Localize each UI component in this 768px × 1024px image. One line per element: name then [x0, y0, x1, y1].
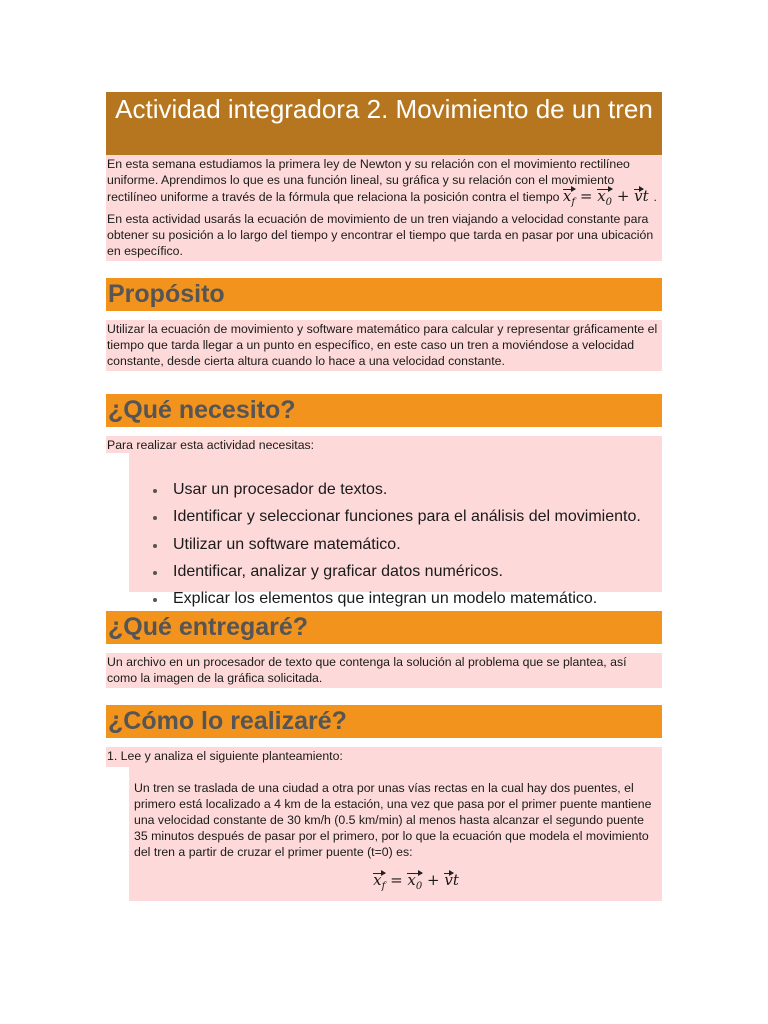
needs-list [129, 482, 662, 618]
position-formula-inline: $x_f = x_0$ + vt [563, 187, 654, 205]
motion-equation: $x_f = x_0$ + vt [174, 872, 658, 895]
intro-text-after: . En esta actividad usarás la ecuación de movimiento de un tren viajando a velocidad constante para obtener su posición a lo largo del tiempo y encontrar el tiempo que tarda en pasar por una ubicación en específico. [107, 190, 657, 258]
needs-list-container [129, 453, 662, 608]
proposito-text: Utilizar la ecuación de movimiento y software matemático para calcular y representar gráficamente el tiempo que tarda llegar a un punto en específico, en este caso un tren a moviéndose a velocidad constante, desde cierta altura cuando lo hace a una velocidad constante. [106, 320, 662, 371]
document-page [106, 92, 662, 901]
list-item: Usar un procesador de textos. [173, 482, 662, 509]
entregare-text: Un archivo en un procesador de texto que contenga la solución al problema que se plantea, así como la imagen de la gráfica solicitada. [106, 653, 662, 688]
problem-text: Un tren se traslada de una ciudad a otra por unas vías rectas en la cual hay dos puentes, el primero está localizado a 4 km de la estación, una vez que pasa por el primer puente mantiene una velocidad constante de 30 km/h (0.5 km/min) al menos hasta alcanzar el segundo puente 35 minutos después de pasar por el primero, por lo que la ecuación que modela el movimiento del tren a partir de cruzar el primer puente (t=0) es: [134, 781, 652, 859]
list-item: Explicar los elementos que integran un modelo matemático. [173, 591, 662, 618]
necesito-heading: ¿Qué necesito? [106, 394, 662, 427]
realizare-heading: ¿Cómo lo realizaré? [106, 705, 662, 738]
necesito-intro: Para realizar esta actividad necesitas: [106, 436, 662, 453]
problem-statement [129, 767, 662, 901]
list-item: Identificar y seleccionar funciones para el análisis del movimiento. [173, 509, 662, 536]
list-item: Identificar, analizar y graficar datos numéricos. [173, 564, 662, 591]
list-item: Utilizar un software matemático. [173, 537, 662, 564]
step-1-text: 1. Lee y analiza el siguiente planteamiento: [106, 747, 662, 767]
intro-paragraph [106, 155, 662, 261]
intro-text-before: En esta semana estudiamos la primera ley de Newton y su relación con el movimiento rectilíneo uniforme. Aprendimos lo que es una función lineal, su gráfica y su relación con el movimiento rectilíneo uniforme a través de la fórmula que relaciona la posición contra el tiempo [107, 157, 630, 204]
page-title: Actividad integradora 2. Movimiento de un tren [106, 92, 662, 155]
entregare-heading: ¿Qué entregaré? [106, 611, 662, 644]
proposito-heading: Propósito [106, 278, 662, 311]
